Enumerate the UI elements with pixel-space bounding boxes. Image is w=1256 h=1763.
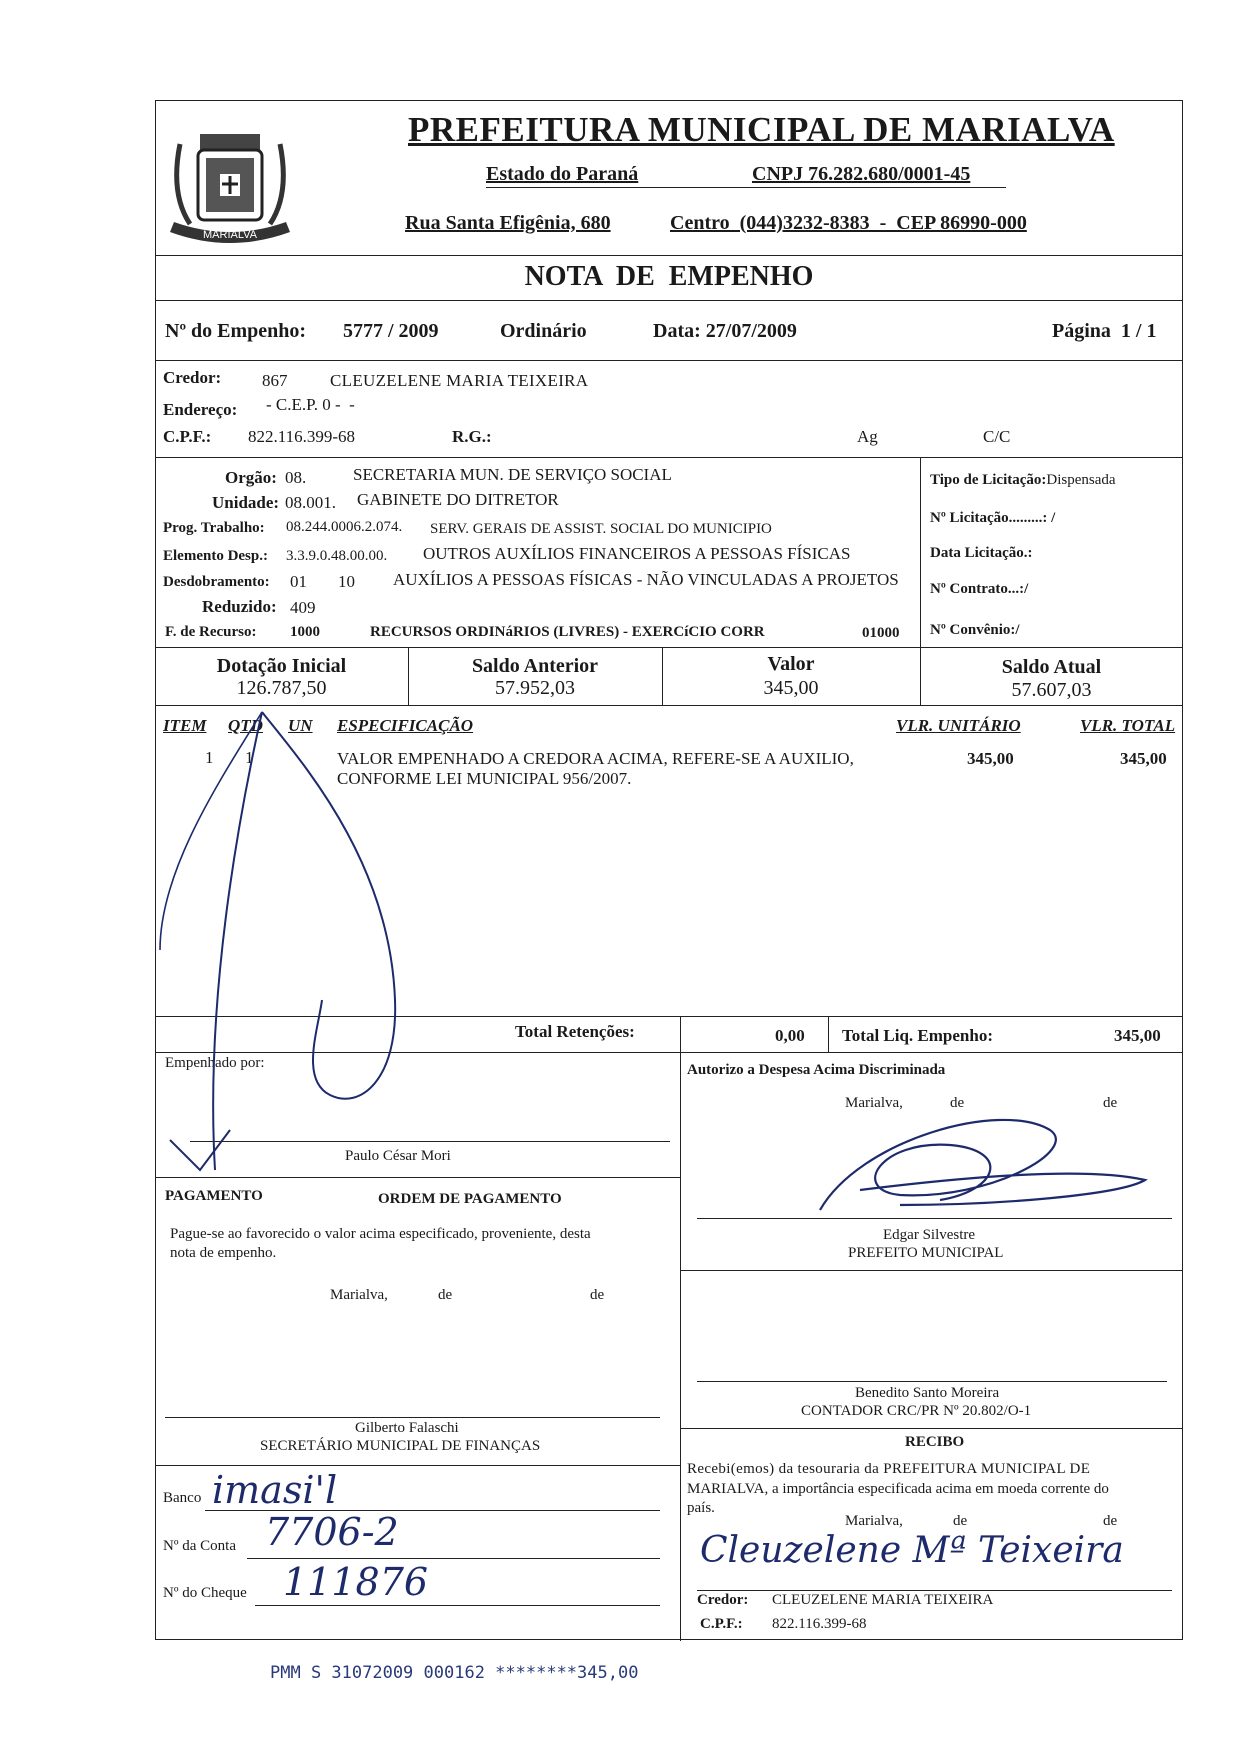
document-title: NOTA DE EMPENHO xyxy=(524,261,814,292)
autorizo-de1: de xyxy=(950,1095,965,1111)
dotacao-value: 126.787,50 xyxy=(236,677,327,699)
orgao-code: 08. xyxy=(285,468,307,487)
item-vlr-unit: 345,00 xyxy=(967,749,1014,768)
unidade-code: 08.001. xyxy=(285,493,336,512)
empenho-type: Ordinário xyxy=(500,320,587,342)
recibo-de1: de xyxy=(953,1513,968,1529)
recurso-name: RECURSOS ORDINáRIOS (LIVRES) - EXERCíCIO CORR xyxy=(370,624,765,640)
pagamento-de2: de xyxy=(590,1287,605,1303)
recibo-cpf: 822.116.399-68 xyxy=(772,1616,867,1632)
autorizo-place: Marialva, xyxy=(845,1095,903,1111)
recurso-label: F. de Recurso: xyxy=(165,624,257,640)
numero-licitacao: Nº Licitação.........: / xyxy=(930,510,1056,526)
items-header-qtd: QTD xyxy=(228,716,263,735)
recibo-text-3: país. xyxy=(687,1500,715,1516)
recurso-sub: 01000 xyxy=(862,625,900,641)
pagamento-title: PAGAMENTO xyxy=(165,1188,263,1204)
total-liq-value: 345,00 xyxy=(1114,1026,1161,1045)
empenho-label: Nº do Empenho: xyxy=(165,320,307,342)
tipo-licitacao-value: Dispensada xyxy=(1046,472,1116,488)
recibo-text-1: Recebi(emos) da tesouraria da PREFEITURA MUNICIPAL DE xyxy=(687,1461,1091,1477)
saldo-atual-label: Saldo Atual xyxy=(1001,656,1102,678)
banco-value[interactable]: imasi'l xyxy=(212,1468,338,1512)
items-header-un: UN xyxy=(288,716,313,735)
saldo-anterior-value: 57.952,03 xyxy=(495,677,575,699)
desdobramento-name: AUXÍLIOS A PESSOAS FÍSICAS - NÃO VINCULADAS A PROJETOS xyxy=(393,570,899,589)
recurso-code: 1000 xyxy=(290,624,320,640)
pagamento-text-1: Pague-se ao favorecido o valor acima especificado, proveniente, desta xyxy=(170,1226,591,1242)
ordem-pagamento: ORDEM DE PAGAMENTO xyxy=(378,1191,562,1207)
recibo-cpf-label: C.P.F.: xyxy=(700,1616,743,1632)
empenho-date: Data: 27/07/2009 xyxy=(653,320,797,342)
saldo-atual-value: 57.607,03 xyxy=(1011,679,1092,701)
empenho-number: 5777 / 2009 xyxy=(343,320,439,342)
recibo-text-2: MARIALVA, a importância especificada acima em moeda corrente do xyxy=(687,1481,1109,1497)
items-header-item: ITEM xyxy=(163,716,207,735)
recibo-signature: Cleuzelene Mª Teixeira xyxy=(700,1530,1124,1571)
pagamento-text-2: nota de empenho. xyxy=(170,1245,277,1261)
ag-label: Ag xyxy=(857,427,878,446)
prog-name: SERV. GERAIS DE ASSIST. SOCIAL DO MUNICIPIO xyxy=(430,521,772,537)
unidade-label: Unidade: xyxy=(212,493,280,512)
cheque-value[interactable]: 111876 xyxy=(283,1560,429,1604)
data-licitacao: Data Licitação.: xyxy=(930,545,1033,561)
prefeito-role: PREFEITO MUNICIPAL xyxy=(848,1245,1004,1261)
item-spec-line1: VALOR EMPENHADO A CREDORA ACIMA, REFERE-SE A AUXILIO, xyxy=(337,749,854,768)
secretario-signer: Gilberto Falaschi xyxy=(355,1420,459,1436)
item-vlr-total: 345,00 xyxy=(1120,749,1167,768)
prog-label: Prog. Trabalho: xyxy=(163,520,265,536)
credor-code: 867 xyxy=(262,371,288,390)
item-number: 1 xyxy=(205,748,214,767)
header-title: PREFEITURA MUNICIPAL DE MARIALVA xyxy=(408,110,1115,149)
contador-signer: Benedito Santo Moreira xyxy=(855,1385,1000,1401)
items-header-vlr-total: VLR. TOTAL xyxy=(1080,716,1176,735)
cheque-label: Nº do Cheque xyxy=(163,1585,247,1601)
pagamento-place: Marialva, xyxy=(330,1287,388,1303)
numero-contrato: Nº Contrato...:/ xyxy=(930,581,1029,597)
secretario-role: SECRETÁRIO MUNICIPAL DE FINANÇAS xyxy=(260,1438,541,1454)
cpf-value: 822.116.399-68 xyxy=(248,427,356,446)
reduzido-code: 409 xyxy=(290,598,316,617)
elemento-code: 3.3.9.0.48.00.00. xyxy=(286,548,388,564)
header-address: Rua Santa Efigênia, 680 xyxy=(405,212,611,234)
desdobramento-code: 01 xyxy=(290,572,307,591)
total-liq-label: Total Liq. Empenho: xyxy=(842,1026,993,1045)
footer-stamp: PMM S 31072009 000162 ********345,00 xyxy=(270,1663,639,1683)
dotacao-label: Dotação Inicial xyxy=(216,655,347,677)
conta-value[interactable]: 7706-2 xyxy=(265,1510,399,1554)
items-header-vlr-unit: VLR. UNITÁRIO xyxy=(896,716,1021,735)
banco-label: Banco xyxy=(163,1490,202,1506)
credor-label: Credor: xyxy=(163,368,222,387)
item-qtd: 1 xyxy=(245,748,254,767)
tipo-licitacao-label: Tipo de Licitação: xyxy=(930,472,1047,488)
desdobramento-label: Desdobramento: xyxy=(163,574,270,590)
unidade-name: GABINETE DO DITRETOR xyxy=(357,490,559,509)
prog-code: 08.244.0006.2.074. xyxy=(286,519,403,535)
empenho-page: Página 1 / 1 xyxy=(1052,320,1157,342)
cc-label: C/C xyxy=(983,427,1011,446)
elemento-label: Elemento Desp.: xyxy=(163,548,268,564)
empenhado-label: Empenhado por: xyxy=(165,1055,265,1071)
desdobramento-sub: 10 xyxy=(338,572,355,591)
rg-label: R.G.: xyxy=(452,427,492,446)
orgao-label: Orgão: xyxy=(225,468,277,487)
credor-name: CLEUZELENE MARIA TEIXEIRA xyxy=(330,371,589,390)
cpf-label: C.P.F.: xyxy=(163,427,212,446)
header-state: Estado do Paraná xyxy=(486,163,639,185)
contador-role: CONTADOR CRC/PR Nº 20.802/O-1 xyxy=(801,1403,1032,1419)
recibo-place: Marialva, xyxy=(845,1513,903,1529)
valor-label: Valor xyxy=(767,653,815,675)
recibo-credor-name: CLEUZELENE MARIA TEIXEIRA xyxy=(772,1592,994,1608)
item-spec-line2: CONFORME LEI MUNICIPAL 956/2007. xyxy=(337,769,632,788)
valor-value: 345,00 xyxy=(763,677,819,699)
saldo-anterior-label: Saldo Anterior xyxy=(471,655,599,677)
orgao-name: SECRETARIA MUN. DE SERVIÇO SOCIAL xyxy=(353,465,672,484)
endereco-label: Endereço: xyxy=(163,400,238,419)
numero-convenio: Nº Convênio:/ xyxy=(930,622,1020,638)
svg-text:MARIALVA: MARIALVA xyxy=(203,229,257,241)
recibo-credor-label: Credor: xyxy=(697,1592,749,1608)
header-contact: Centro (044)3232-8383 - CEP 86990-000 xyxy=(670,212,1027,234)
autorizo-title: Autorizo a Despesa Acima Discriminada xyxy=(687,1062,946,1078)
elemento-name: OUTROS AUXÍLIOS FINANCEIROS A PESSOAS FÍSICAS xyxy=(423,544,851,563)
pagamento-de1: de xyxy=(438,1287,453,1303)
recibo-title: RECIBO xyxy=(905,1434,965,1450)
empenhado-signer: Paulo César Mori xyxy=(345,1148,451,1164)
reduzido-label: Reduzido: xyxy=(202,597,277,616)
total-retencoes-value: 0,00 xyxy=(775,1026,805,1045)
autorizo-de2: de xyxy=(1103,1095,1118,1111)
endereco-value: - C.E.P. 0 - - xyxy=(266,395,355,414)
items-header-spec: ESPECIFICAÇÃO xyxy=(337,716,474,735)
recibo-de2: de xyxy=(1103,1513,1118,1529)
conta-label: Nº da Conta xyxy=(163,1538,236,1554)
total-retencoes-label: Total Retenções: xyxy=(515,1022,635,1041)
header-cnpj: CNPJ 76.282.680/0001-45 xyxy=(752,163,971,185)
prefeito-signer: Edgar Silvestre xyxy=(883,1227,976,1243)
